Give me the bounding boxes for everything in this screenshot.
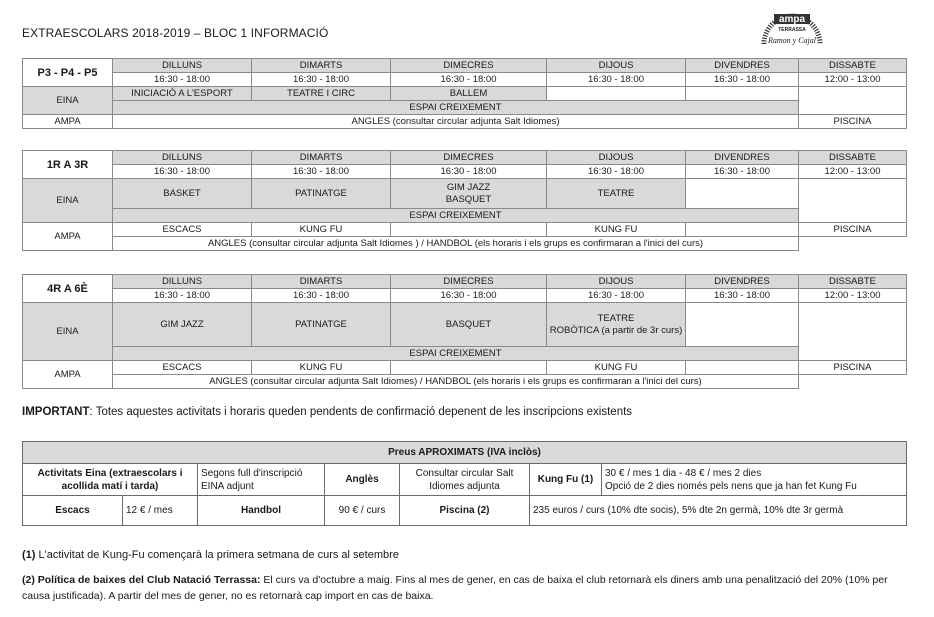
day-header: DISSABTE (799, 59, 907, 73)
ampa-label: AMPA (23, 115, 113, 129)
time-cell: 12:00 - 13:00 (799, 73, 907, 87)
activity-cell: KUNG FU (252, 361, 391, 375)
time-cell: 12:00 - 13:00 (799, 165, 907, 179)
activity-cell: PISCINA (799, 361, 907, 375)
day-header: DISSABTE (799, 275, 907, 289)
time-cell: 16:30 - 18:00 (252, 73, 391, 87)
price-cell: Kung Fu (1) (530, 464, 602, 496)
time-cell: 12:00 - 13:00 (799, 289, 907, 303)
eina-label: EINA (23, 303, 113, 361)
ampa-logo (756, 4, 828, 50)
document-title: EXTRAESCOLARS 2018-2019 – BLOC 1 INFORMACIÓ (22, 26, 329, 40)
time-cell: 16:30 - 18:00 (113, 165, 252, 179)
footnote-1 (22, 547, 399, 563)
prices-table (22, 441, 907, 526)
empty-cell (799, 375, 907, 389)
empty-cell (799, 303, 907, 361)
empty-cell (799, 237, 907, 251)
day-header: DIJOUS (547, 59, 686, 73)
price-cell: Consultar circular Salt Idiomes adjunta (400, 464, 530, 496)
activity-cell: KUNG FU (252, 223, 391, 237)
activity-cell: BASQUET (391, 303, 547, 347)
empty-cell (686, 303, 799, 347)
footnote-2 (22, 572, 902, 604)
espai-creixement: ESPAI CREIXEMENT (113, 101, 799, 115)
day-header: DIVENDRES (686, 151, 799, 165)
footnote-text: L'activitat de Kung-Fu començarà la primera setmana de curs al setembre (35, 549, 399, 561)
empty-cell (391, 223, 547, 237)
day-header: DIMARTS (252, 275, 391, 289)
price-cell: Activitats Eina (extraescolars i acollida matí i tarda) (23, 464, 198, 496)
ampa-row: ANGLES (consultar circular adjunta Salt Idiomes ) / HANDBOL (els horaris i els grups es confirmaran a l'inici del curs) (113, 237, 799, 251)
empty-cell (799, 87, 907, 115)
price-cell: Piscina (2) (400, 496, 530, 526)
activity-cell: PATINATGE (252, 303, 391, 347)
day-header: DISSABTE (799, 151, 907, 165)
activity-cell: ESCACS (113, 361, 252, 375)
section-label: 1R A 3R (23, 151, 113, 179)
svg-text:TERRASSA: TERRASSA (778, 27, 806, 33)
section-label: P3 - P4 - P5 (23, 59, 113, 87)
time-cell: 16:30 - 18:00 (686, 73, 799, 87)
day-header: DIVENDRES (686, 59, 799, 73)
empty-cell (686, 87, 799, 101)
footnote-lead: (2) Política de baixes del Club Natació Terrassa: (22, 574, 261, 586)
important-lead: IMPORTANT (22, 406, 90, 418)
price-cell: 12 € / mes (123, 496, 198, 526)
time-cell: 16:30 - 18:00 (391, 73, 547, 87)
empty-cell (686, 223, 799, 237)
price-cell: Anglès (325, 464, 400, 496)
activity-cell: BALLEM (391, 87, 547, 101)
schedule-1r-3r (22, 150, 907, 251)
day-header: DILLUNS (113, 275, 252, 289)
activity-cell: BASKET (113, 179, 252, 209)
important-text: : Totes aquestes activitats i horaris queden pendents de confirmació depenent de les inscripcions existents (89, 406, 633, 418)
time-cell: 16:30 - 18:00 (113, 73, 252, 87)
activity-cell: INICIACIÓ A L'ESPORT (113, 87, 252, 101)
price-line: Opció de 2 dies només pels nens que ja han fet Kung Fu (605, 480, 857, 492)
time-cell: 16:30 - 18:00 (391, 289, 547, 303)
important-notice (22, 406, 632, 418)
footnote-lead: (1) (22, 549, 36, 561)
day-header: DIMECRES (391, 275, 547, 289)
ampa-row: ANGLES (consultar circular adjunta Salt Idiomes) (113, 115, 799, 129)
activity-cell: PATINATGE (252, 179, 391, 209)
activity-cell: PISCINA (799, 223, 907, 237)
day-header: DIMARTS (252, 151, 391, 165)
day-header: DIJOUS (547, 151, 686, 165)
day-header: DIMECRES (391, 59, 547, 73)
eina-label: EINA (23, 87, 113, 115)
eina-label: EINA (23, 179, 113, 223)
svg-text:ampa: ampa (778, 14, 806, 25)
ampa-label: AMPA (23, 223, 113, 251)
activity-cell: ESCACS (113, 223, 252, 237)
empty-cell (391, 361, 547, 375)
day-header: DILLUNS (113, 151, 252, 165)
day-header: DIMECRES (391, 151, 547, 165)
ampa-label: AMPA (23, 361, 113, 389)
time-cell: 16:30 - 18:00 (547, 165, 686, 179)
prices-header: Preus APROXIMATS (IVA inclòs) (23, 442, 907, 464)
schedule-p3-p5 (22, 58, 907, 129)
section-label: 4R A 6È (23, 275, 113, 303)
price-cell (602, 464, 907, 496)
espai-creixement: ESPAI CREIXEMENT (113, 347, 799, 361)
price-line: 30 € / mes 1 dia - 48 € / mes 2 dies (605, 467, 762, 479)
footnote-text: El curs va d'octubre a maig. Fins al mes de gener, en cas de baixa el club retornarà els diners amb una penalització del 20% (10% per causa justificada). A partir del mes de gener, no es retornarà cap import en cas de baixa. (22, 574, 888, 602)
svg-text:Ramon y Cajal: Ramon y Cajal (768, 36, 816, 45)
time-cell: 16:30 - 18:00 (686, 289, 799, 303)
price-cell: Escacs (23, 496, 123, 526)
activity-cell: GIM JAZZ (113, 303, 252, 347)
empty-cell (686, 361, 799, 375)
empty-cell (547, 87, 686, 101)
espai-creixement: ESPAI CREIXEMENT (113, 209, 799, 223)
empty-cell (799, 179, 907, 223)
activity-cell: TEATRE (547, 179, 686, 209)
day-header: DIJOUS (547, 275, 686, 289)
time-cell: 16:30 - 18:00 (391, 165, 547, 179)
price-cell: Handbol (198, 496, 325, 526)
time-cell: 16:30 - 18:00 (547, 73, 686, 87)
price-cell: 90 € / curs (325, 496, 400, 526)
day-header: DILLUNS (113, 59, 252, 73)
activity-cell: TEATRE I CIRC (252, 87, 391, 101)
time-cell: 16:30 - 18:00 (686, 165, 799, 179)
activity-cell: KUNG FU (547, 223, 686, 237)
price-cell: Segons full d'inscripció EINA adjunt (198, 464, 325, 496)
schedule-4r-6e (22, 274, 907, 389)
activity-cell: TEATRE ROBÒTICA (a partir de 3r curs) (547, 303, 686, 347)
time-cell: 16:30 - 18:00 (113, 289, 252, 303)
ampa-row: ANGLES (consultar circular adjunta Salt Idiomes) / HANDBOL (els horaris i els grups es confirmaran a l'inici del curs) (113, 375, 799, 389)
price-cell: 235 euros / curs (10% dte socis), 5% dte 2n germà, 10% dte 3r germà (530, 496, 907, 526)
time-cell: 16:30 - 18:00 (547, 289, 686, 303)
activity-cell: PISCINA (799, 115, 907, 129)
time-cell: 16:30 - 18:00 (252, 165, 391, 179)
empty-cell (686, 179, 799, 209)
time-cell: 16:30 - 18:00 (252, 289, 391, 303)
day-header: DIVENDRES (686, 275, 799, 289)
day-header: DIMARTS (252, 59, 391, 73)
activity-cell: GIM JAZZ BASQUET (391, 179, 547, 209)
activity-cell: KUNG FU (547, 361, 686, 375)
